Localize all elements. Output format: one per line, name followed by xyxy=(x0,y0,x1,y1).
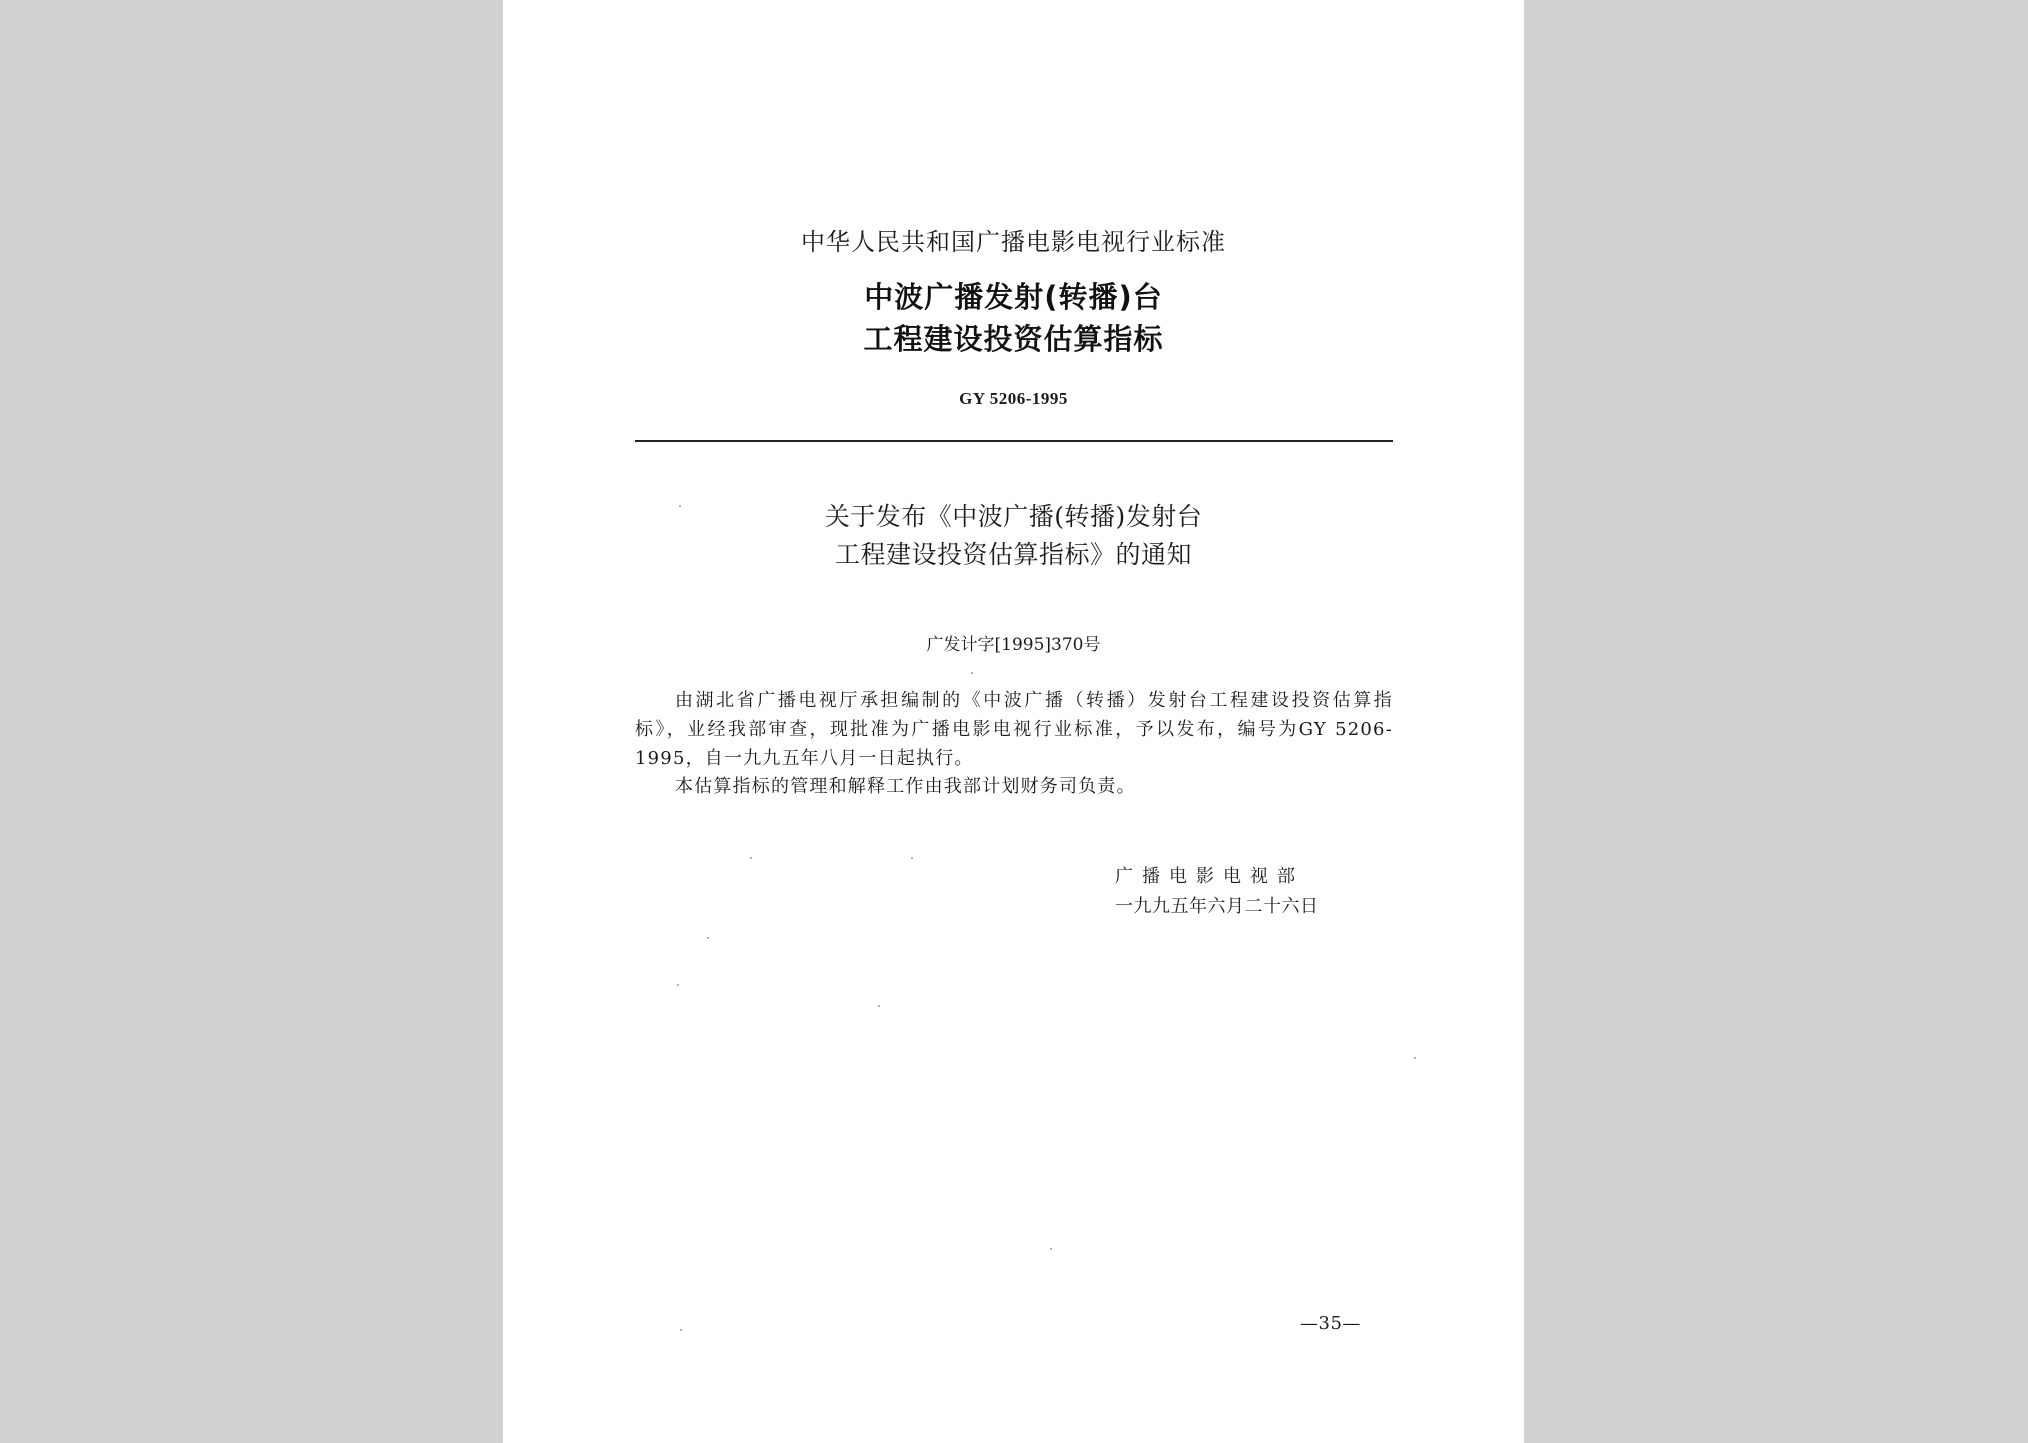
scan-speck xyxy=(707,937,709,939)
scan-speck xyxy=(1414,1057,1416,1059)
scan-speck xyxy=(677,984,679,986)
scan-speck xyxy=(680,1329,682,1331)
notice-title-line-2: 工程建设投资估算指标》的通知 xyxy=(834,540,1192,569)
standard-category: 中华人民共和国广播电影电视行业标准 xyxy=(801,228,1226,256)
page-number: —35— xyxy=(1300,1313,1361,1334)
document-title-line-2: 工程建设投资估算指标 xyxy=(863,322,1164,356)
scan-speck xyxy=(1050,1248,1052,1250)
document-title-line-1: 中波广播发射(转播)台 xyxy=(864,280,1163,314)
standard-code: GY 5206-1995 xyxy=(959,389,1068,408)
signature-organization: 广播电影电视部 xyxy=(1115,866,1304,887)
notice-paragraph-1: 由湖北省广播电视厅承担编制的《中波广播（转播）发射台工程建设投资估算指标》，业经我部审查，现批准为广播电影电视行业标准，予以发布，编号为GY 5206-1995，自一九九五年八月一日起执行。 xyxy=(635,690,1393,769)
scan-speck xyxy=(878,1005,880,1007)
scan-speck xyxy=(750,857,752,859)
header-divider xyxy=(635,440,1393,442)
notice-title-line-1: 关于发布《中波广播(转播)发射台 xyxy=(824,502,1203,531)
scan-speck xyxy=(971,672,973,674)
document-number: 广发计字[1995]370号 xyxy=(926,635,1101,655)
scan-speck xyxy=(679,505,681,507)
document-page xyxy=(503,0,1524,1443)
notice-paragraph-2: 本估算指标的管理和解释工作由我部计划财务司负责。 xyxy=(675,776,1136,797)
signature-date: 一九九五年六月二十六日 xyxy=(1115,896,1319,917)
scan-speck xyxy=(911,857,913,859)
